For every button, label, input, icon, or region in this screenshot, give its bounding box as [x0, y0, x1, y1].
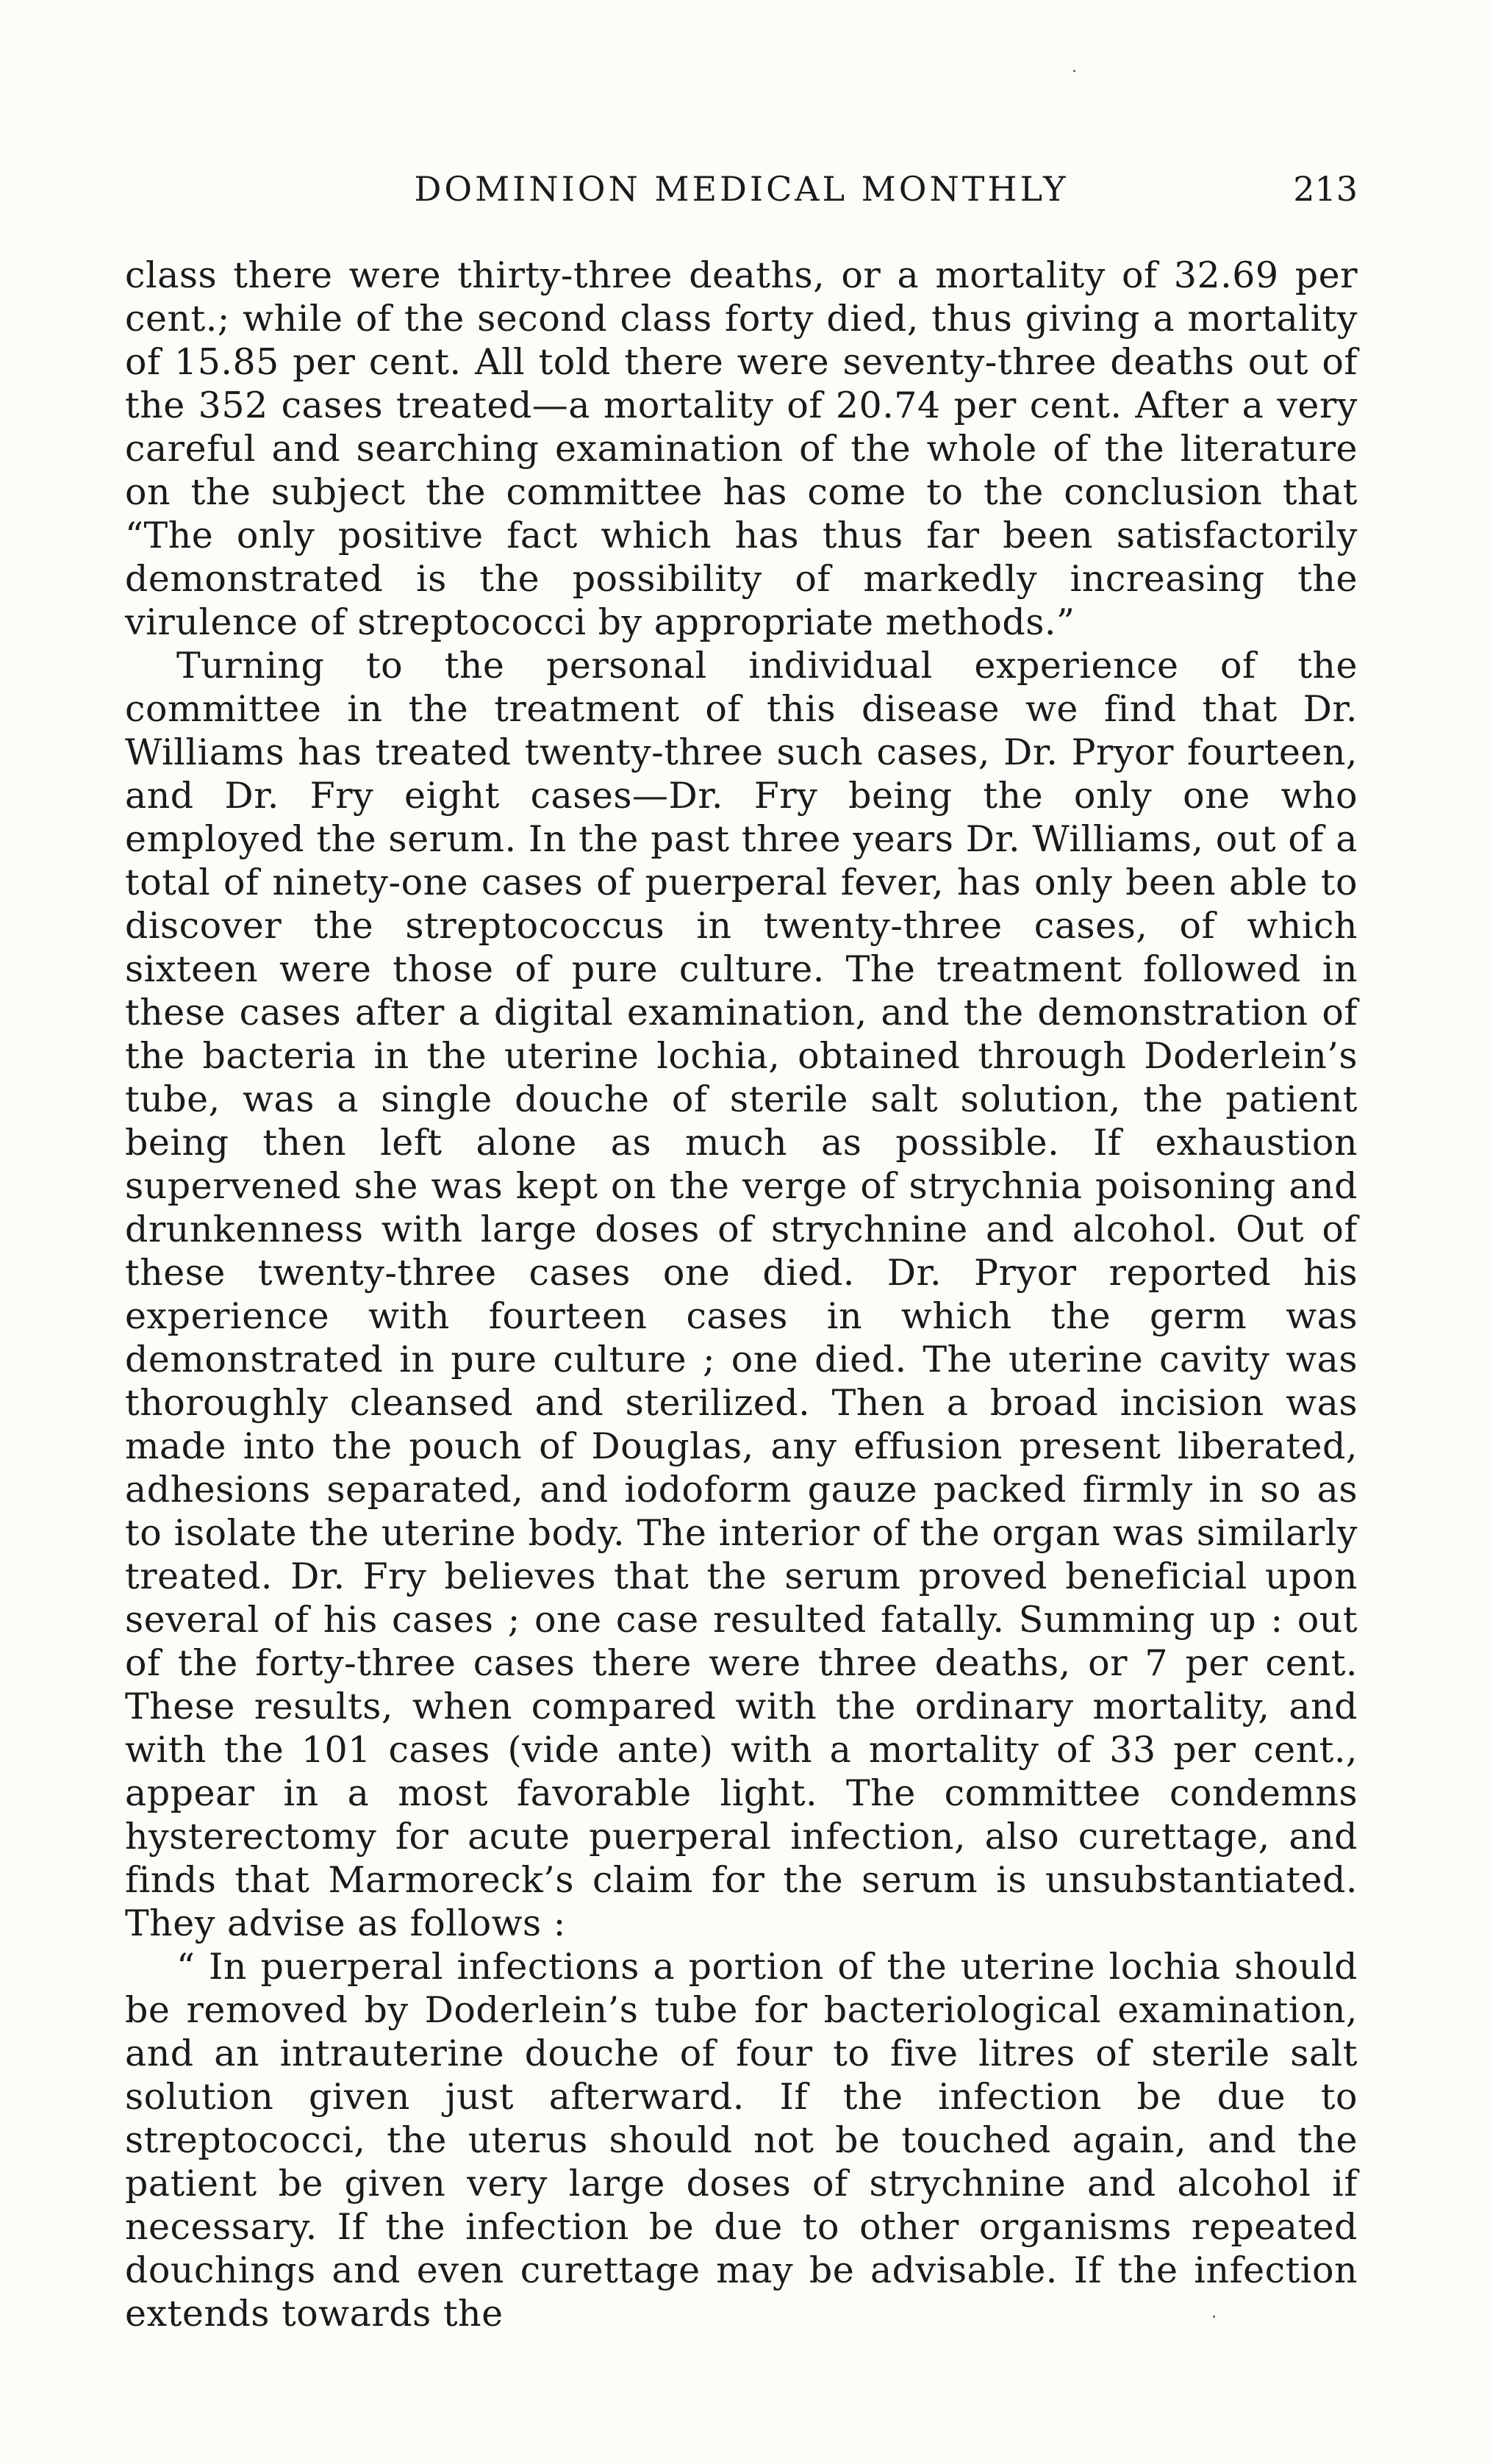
- scan-speck: [1213, 2316, 1215, 2318]
- page-header: [125, 169, 1358, 228]
- scan-speck: [1073, 70, 1075, 72]
- running-title: DOMINION MEDICAL MONTHLY: [414, 169, 1069, 209]
- page-number: 213: [1293, 169, 1358, 209]
- paragraph-2: Turning to the personal individual experience of the committee in the treatment of this disease we find that Dr. Williams has treated twenty-three such cases, Dr. Pryor fourteen, and Dr. Fry eight cases—Dr. Fry being the only one who employed the serum. In the past three years Dr. Williams, out of a total of ninety-one cases of puerperal fever, has only been able to discover the streptococcus in twenty-three cases, of which sixteen were those of pure culture. The treatment followed in these cases after a digital examination, and the demonstration of the bacteria in the uterine lochia, obtained through Doderlein’s tube, was a single douche of sterile salt solution, the patient being then left alone as much as possible. If exhaustion supervened she was kept on the verge of strychnia poisoning and drunkenness with large doses of strychnine and alcohol. Out of these twenty-three cases one died. Dr. Pryor reported his experience with fourteen cases in which the germ was demonstrated in pure culture ; one died. The uterine cavity was thoroughly cleansed and sterilized. Then a broad incision was made into the pouch of Douglas, any effusion present liberated, adhesions separated, and iodoform gauze packed firmly in so as to isolate the uterine body. The interior of the organ was similarly treated. Dr. Fry believes that the serum proved beneficial upon several of his cases ; one case resulted fatally. Summing up : out of the forty-three cases there were three deaths, or 7 per cent. These results, when compared with the ordinary mortality, and with the 101 cases (vide ante) with a mortality of 33 per cent., appear in a most favorable light. The committee condemns hysterectomy for acute puerperal infection, also curettage, and finds that Marmoreck’s claim for the serum is unsubstantiated. They advise as follows :: [125, 645, 1358, 1944]
- paragraph-1: class there were thirty-three deaths, or a mortality of 32.69 per cent.; while of the second class forty died, thus giving a mortality of 15.85 per cent. All told there were seventy-three deaths out of the 352 cases treated—a mortality of 20.74 per cent. After a very careful and searching examination of the whole of the literature on the subject the committee has come to the conclusion that “The only positive fact which has thus far been satisfactorily demonstrated is the possibility of markedly increasing the virulence of streptococci by appropriate methods.”: [125, 254, 1358, 643]
- body-text: [125, 254, 1358, 2335]
- paragraph-3: “ In puerperal infections a portion of the uterine lochia should be removed by Doderlein’s tube for bacteriological examination, and an intrauterine douche of four to five litres of sterile salt solution given just afterward. If the infection be due to streptococci, the uterus should not be touched again, and the patient be given very large doses of strychnine and alcohol if necessary. If the infection be due to other organisms repeated douchings and even curettage may be advisable. If the infection extends towards the: [125, 1946, 1358, 2335]
